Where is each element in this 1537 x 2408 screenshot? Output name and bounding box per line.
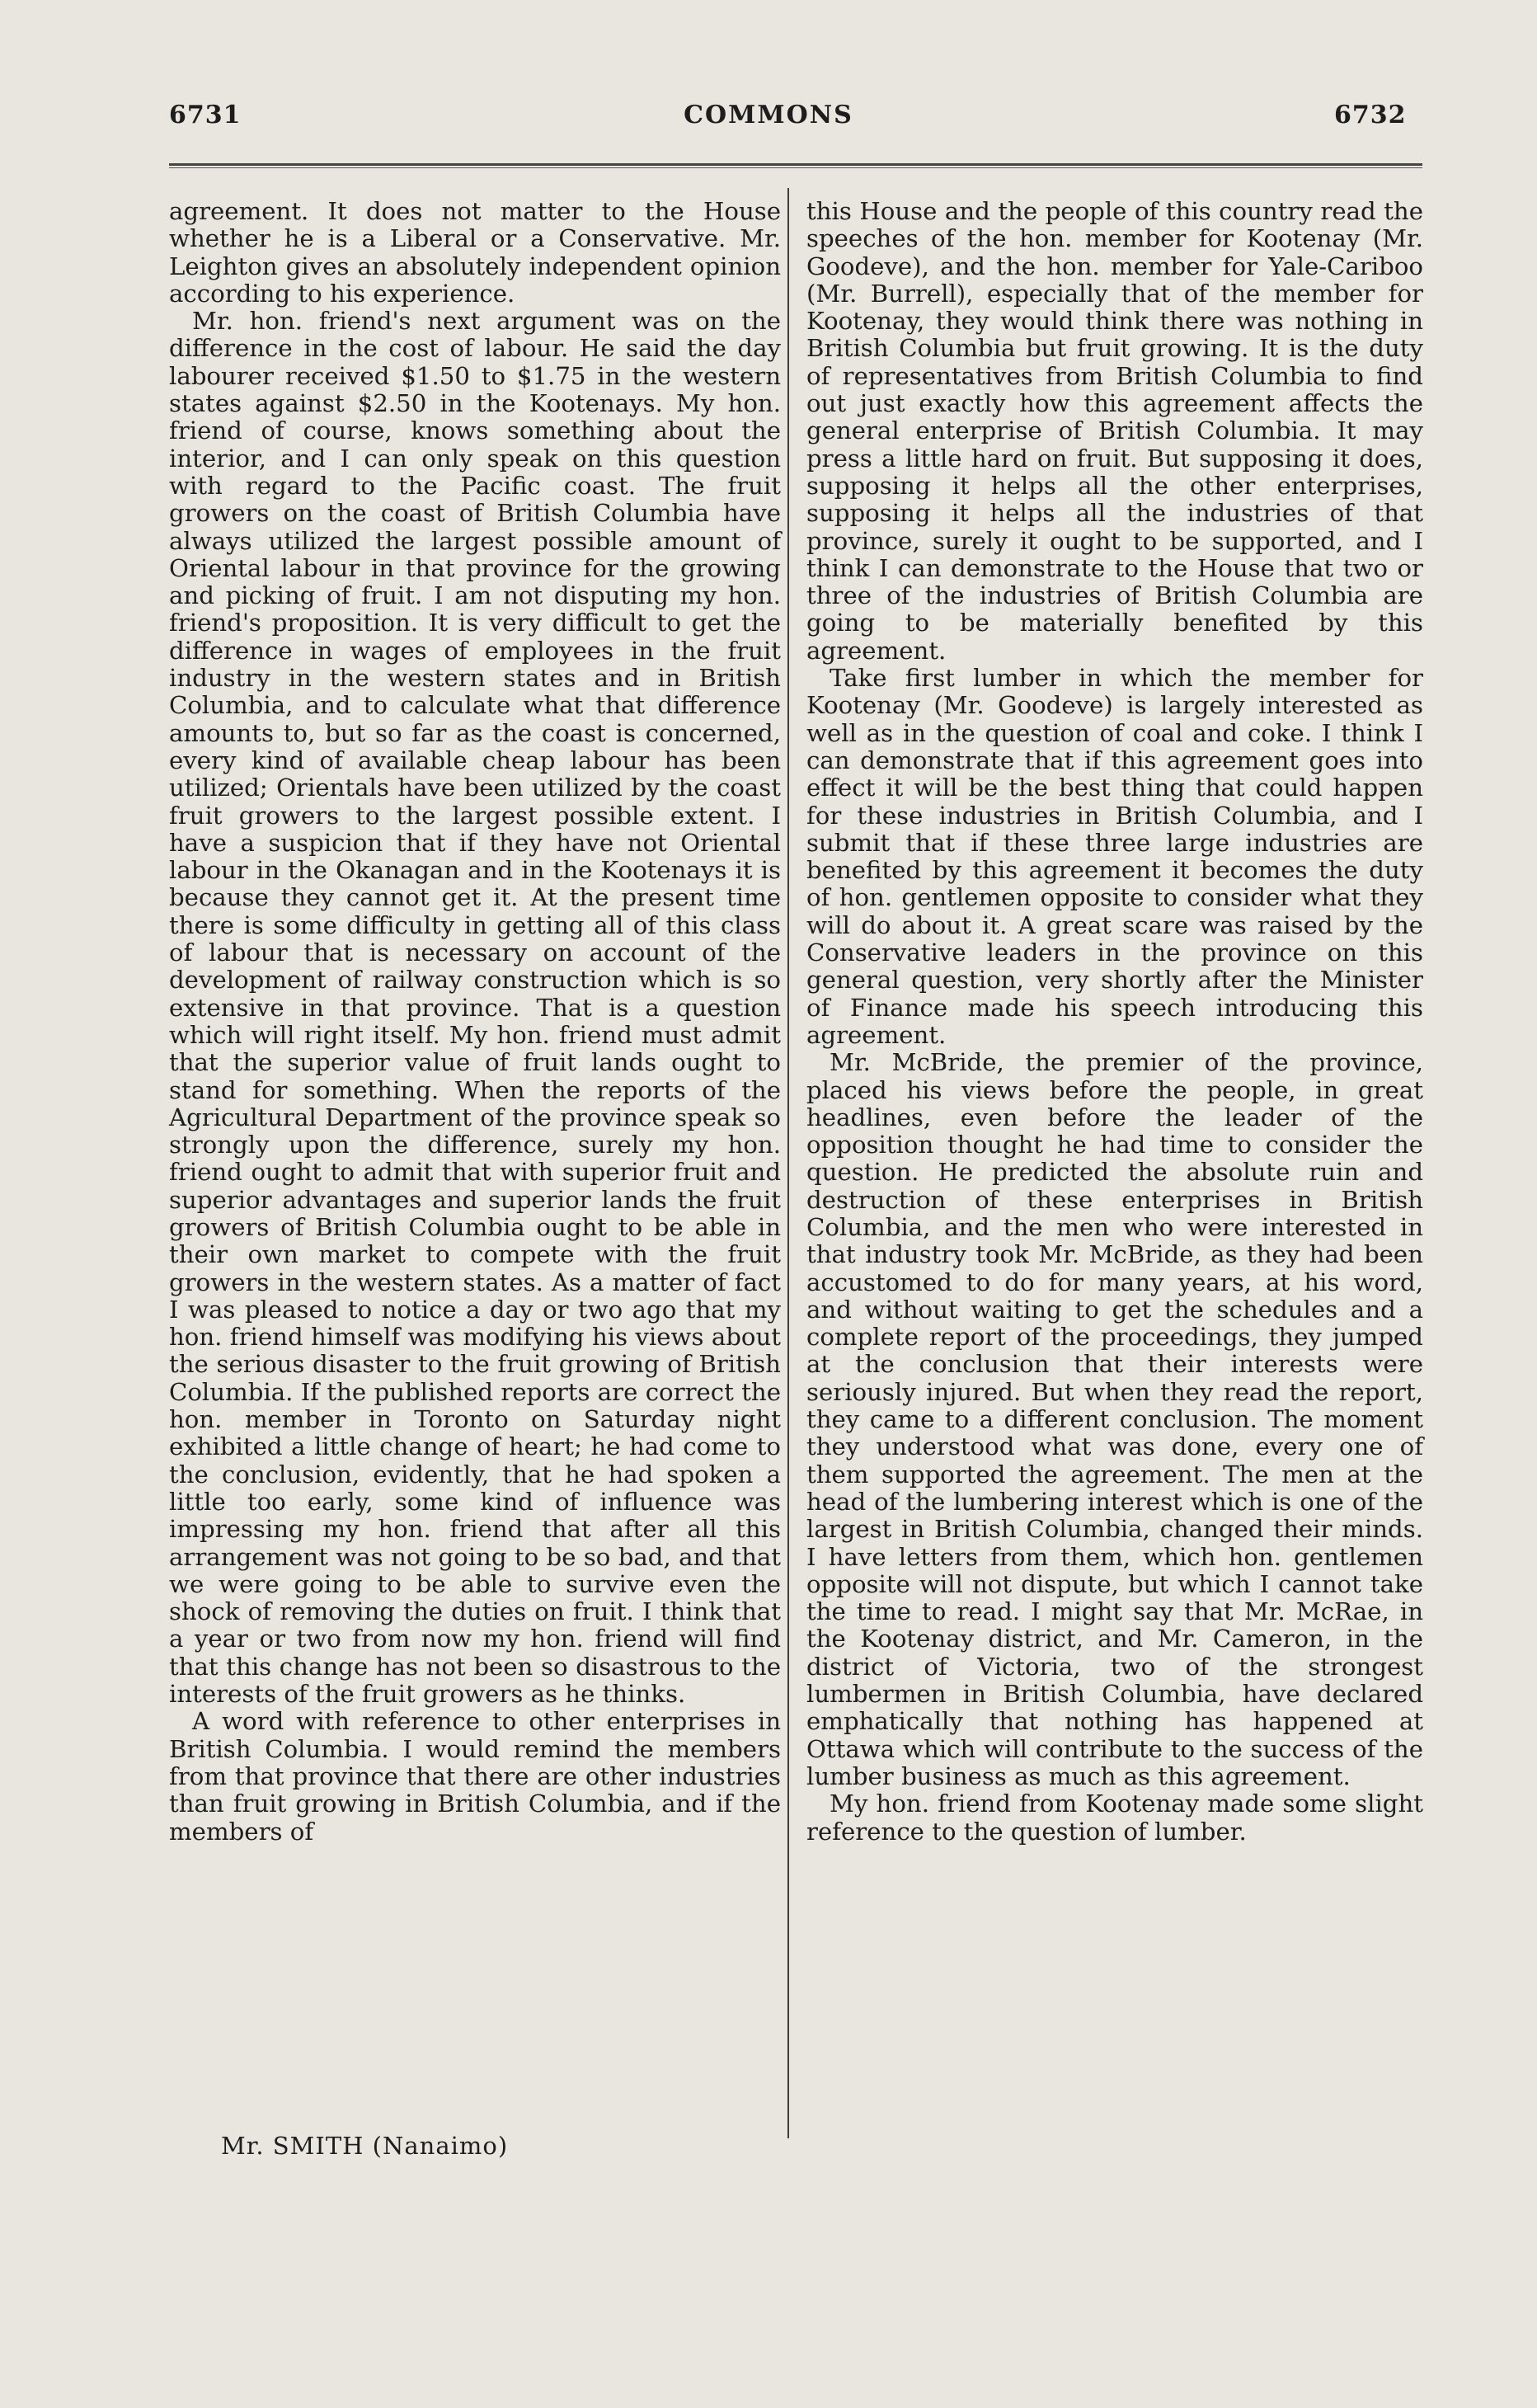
page-number-right: 6732	[1334, 101, 1407, 129]
paragraph: Mr. McBride, the premier of the province, placed his views before the people, in great headlines, even before the leader of the opposition thought he had time to consider the question. He predicted the absolute ruin and destruction of these enterprises in British Columbia, and the men who were interested in that industry took Mr. McBride, as they had been accustomed to do for many years, at his word, and without waiting to get the schedules and a complete report of the proceedings, they jumped at the conclusion that their interests were seriously injured. But when they read the report, they came to a different conclusion. The moment they understood what was done, every one of them supported the agreement. The men at the head of the lumbering interest which is one of the largest in British Columbia, changed their minds. I have letters from them, which hon. gentlemen opposite will not dispute, but which I cannot take the time to read. I might say that Mr. McRae, in the Kootenay district, and Mr. Cameron, in the district of Victoria, two of the strongest lumbermen in British Columbia, have declared emphatically that nothing has happened at Ottawa which will contribute to the success of the lumber business as much as this agreement.	[806, 1048, 1423, 1790]
left-column	[169, 198, 781, 1846]
column-divider	[787, 188, 789, 2138]
right-column	[806, 198, 1423, 1846]
header-rule-right	[458, 163, 1422, 168]
page-number-left: 6731	[169, 101, 242, 129]
header-rule-left	[169, 163, 458, 168]
paragraph: Mr. hon. friend's next argument was on the difference in the cost of labour. He said the day labourer received $1.50 to $1.75 in the western states against $2.50 in the Kootenays. My hon. friend of course, knows something about the interior, and I can only speak on this question with regard to the Pacific coast. The fruit growers on the coast of British Columbia have always utilized the largest possible amount of Oriental labour in that province for the growing and picking of fruit. I am not disputing my hon. friend's proposition. It is very difficult to get the difference in wages of employees in the fruit industry in the western states and in British Columbia, and to calculate what that difference amounts to, but so far as the coast is concerned, every kind of available cheap labour has been utilized; Orientals have been utilized by the coast fruit growers to the largest possible extent. I have a suspicion that if they have not Oriental labour in the Okanagan and in the Kootenays it is because they cannot get it. At the present time there is some difficulty in getting all of this class of labour that is necessary on account of the development of railway construction which is so extensive in that province. That is a question which will right itself. My hon. friend must admit that the superior value of fruit lands ought to stand for something. When the reports of the Agricultural Department of the province speak so strongly upon the difference, surely my hon. friend ought to admit that with superior fruit and superior advantages and superior lands the fruit growers of British Columbia ought to be able in their own market to compete with the fruit growers in the western states. As a matter of fact I was pleased to notice a day or two ago that my hon. friend himself was modifying his views about the serious disaster to the fruit growing of British Columbia. If the published reports are correct the hon. member in Toronto on Saturday night exhibited a little change of heart; he had come to the conclusion, evidently, that he had spoken a little too early, some kind of influence was impressing my hon. friend that after all this arrangement was not going to be so bad, and that we were going to be able to survive even the shock of removing the duties on fruit. I think that a year or two from now my hon. friend will find that this change has not been so disastrous to the interests of the fruit growers as he thinks.	[169, 307, 781, 1709]
paragraph: this House and the people of this country read the speeches of the hon. member for Kootenay (Mr. Goodeve), and the hon. member for Yale-Cariboo (Mr. Burrell), especially that of the member for Kootenay, they would think there was nothing in British Columbia but fruit growing. It is the duty of representatives from British Columbia to find out just exactly how this agreement affects the general enterprise of British Columbia. It may press a little hard on fruit. But supposing it does, supposing it helps all the other enterprises, supposing it helps all the industries of that province, surely it ought to be supported, and I think I can demonstrate to the House that two or three of the industries of British Columbia are going to be materially benefited by this agreement.	[806, 197, 1423, 665]
running-head: COMMONS	[684, 101, 853, 129]
paragraph: agreement. It does not matter to the House whether he is a Liberal or a Conservative. Mr. Leighton gives an absolutely independent opinion according to his experience.	[169, 197, 781, 308]
paragraph: A word with reference to other enterprises in British Columbia. I would remind the members from that province that there are other industries than fruit growing in British Columbia, and if the members of	[169, 1707, 781, 1846]
paragraph: My hon. friend from Kootenay made some slight reference to the question of lumber.	[806, 1790, 1423, 1846]
speaker-footer: Mr. SMITH (Nanaimo)	[221, 2132, 509, 2160]
paragraph: Take first lumber in which the member for Kootenay (Mr. Goodeve) is largely interested as well as in the question of coal and coke. I think I can demonstrate that if this agreement goes into effect it will be the best thing that could happen for these industries in British Columbia, and I submit that if these three large industries are benefited by this agreement it becomes the duty of hon. gentlemen opposite to consider what they will do about it. A great scare was raised by the Conservative leaders in the province on this general question, very shortly after the Minister of Finance made his speech introducing this agreement.	[806, 664, 1423, 1049]
